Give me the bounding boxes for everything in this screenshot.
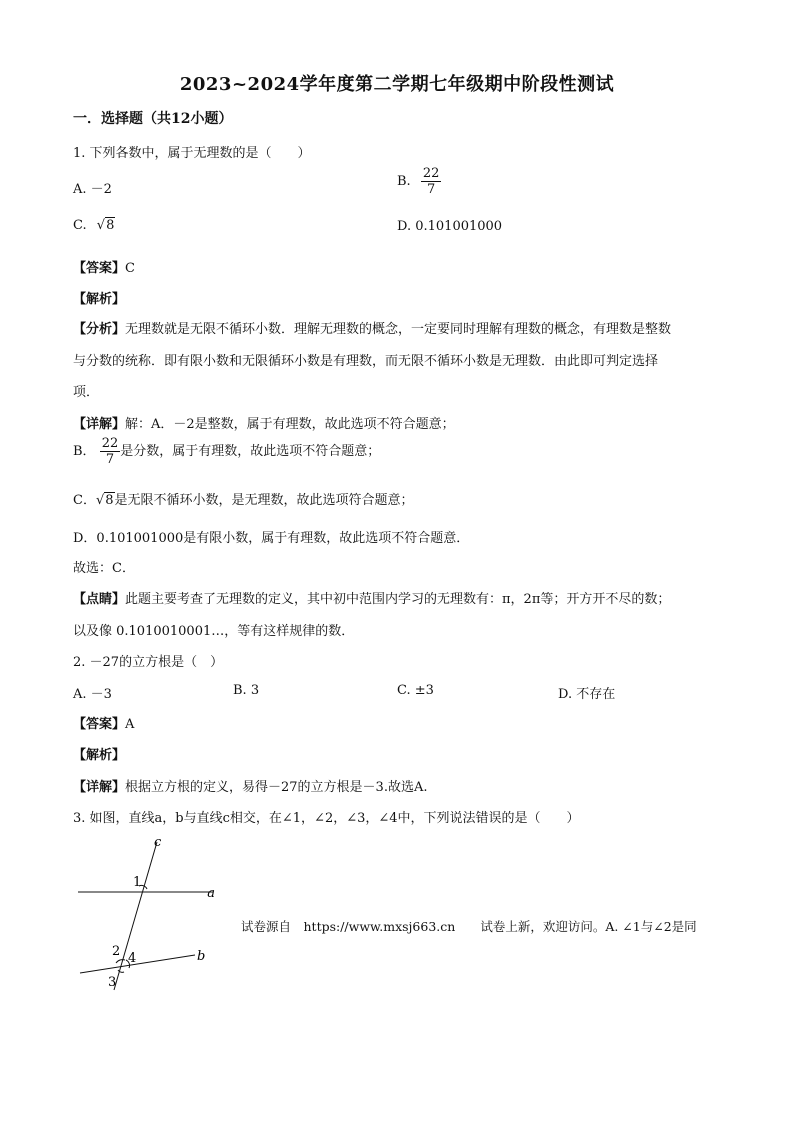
- q2-option-a: A. －3: [73, 687, 112, 702]
- q1-detail-a: [73, 413, 455, 432]
- label-4: 4: [128, 951, 137, 966]
- q1-option-b: [397, 166, 441, 197]
- detail-b-fraction: [100, 436, 121, 467]
- detail-a-text: 解：A．－2是整数，属于有理数，故此选项不符合题意；: [125, 417, 455, 432]
- detail-tag: 【详解】: [73, 417, 126, 432]
- q2-answer: [73, 713, 134, 732]
- analysis-tag: 【解析】: [73, 292, 126, 307]
- detail-tag: 【详解】: [73, 780, 126, 795]
- section-heading: 一．选择题（共12小题）: [73, 111, 233, 127]
- q1-dianjing-line-2: 以及像 0.1010010001…，等有这样规律的数．: [73, 624, 355, 639]
- q1-option-a: A. －2: [73, 182, 112, 197]
- q1-option-c-prefix: C.: [73, 218, 87, 233]
- dianjing-text-1: 此题主要考查了无理数的定义，其中初中范围内学习的无理数有：π，2π等；开方开不尽的数；: [125, 592, 671, 607]
- q1-option-c-sqrt: [97, 218, 116, 233]
- answer-tag: 【答案】: [73, 261, 126, 276]
- label-2: 2: [112, 944, 121, 959]
- label-b: b: [197, 949, 206, 964]
- label-c: c: [154, 835, 162, 850]
- fenxi-tag: 【分析】: [73, 322, 126, 337]
- q2-option-c: C. ±3: [397, 683, 434, 698]
- label-a: a: [207, 886, 215, 901]
- q1-fenxi-line-2: 与分数的统称．即有限小数和无限循环小数是有理数，而无限不循环小数是无理数．由此即可判定选择: [73, 354, 659, 369]
- fenxi-text-1: 无理数就是无限不循环小数．理解无理数的概念，一定要同时理解有理数的概念，有理数是整数: [125, 322, 672, 337]
- q1-detail-b: [73, 436, 380, 467]
- dianjing-tag: 【点睛】: [73, 592, 126, 607]
- detail-c-radicand: 8: [105, 493, 114, 508]
- detail-b-numerator: 22: [101, 436, 119, 451]
- detail-b-text: 是分数，属于有理数，故此选项不符合题意；: [120, 444, 381, 459]
- sqrt-sign-icon: √: [96, 218, 106, 233]
- q1-option-c-radicand: 8: [106, 218, 115, 233]
- q1-fenxi-line-3: 项．: [73, 385, 100, 400]
- answer-value: A: [125, 717, 135, 732]
- q1-option-d: D. 0.101001000: [397, 219, 503, 234]
- q1-option-b-numerator: 22: [422, 166, 440, 181]
- q1-option-b-prefix: B.: [397, 174, 411, 189]
- detail-b-prefix: B．: [73, 444, 96, 459]
- detail-text: 根据立方根的定义，易得－27的立方根是－3.故选A.: [125, 780, 428, 795]
- detail-c-prefix: C．: [73, 493, 96, 508]
- label-3: 3: [108, 975, 117, 990]
- detail-c-sqrt: [96, 493, 115, 508]
- q1-choose: 故选：C．: [73, 561, 135, 576]
- q2-detail: [73, 776, 427, 795]
- answer-value: C: [125, 261, 135, 276]
- q1-option-b-denominator: 7: [426, 182, 436, 197]
- q2-stem: 2. －27的立方根是（ ）: [73, 655, 224, 670]
- q1-detail-d: D．0.101001000是有限小数，属于有理数，故此选项不符合题意．: [73, 531, 470, 546]
- analysis-tag: 【解析】: [73, 748, 126, 763]
- q1-option-b-fraction: [421, 166, 442, 197]
- page-title: 2023~2024学年度第二学期七年级期中阶段性测试: [179, 74, 615, 95]
- q3-overflow-text: 试卷源自 https://www.mxsj663.cn 试卷上新，欢迎访问。A. ∠1与∠2是同: [241, 919, 697, 934]
- q2-option-d: D. 不存在: [558, 687, 616, 702]
- q3-figure: [70, 830, 220, 1000]
- q1-detail-c: [73, 489, 414, 508]
- sqrt-sign-icon: √: [95, 493, 105, 508]
- line-b: [80, 955, 195, 973]
- q1-dianjing-line-1: [73, 588, 670, 607]
- q1-option-c: [73, 218, 115, 233]
- answer-tag: 【答案】: [73, 717, 126, 732]
- line-c: [114, 842, 157, 990]
- angle-2-arc: [116, 960, 125, 963]
- q1-answer: [73, 257, 135, 276]
- q3-stem: 3. 如图，直线a，b与直线c相交，在∠1，∠2，∠3，∠4中，下列说法错误的是（ ）: [73, 811, 580, 826]
- detail-c-text: 是无限不循环小数，是无理数，故此选项符合题意；: [114, 493, 414, 508]
- q2-option-b: B. 3: [233, 683, 260, 698]
- label-1: 1: [133, 875, 142, 890]
- detail-b-denominator: 7: [105, 452, 115, 467]
- q1-fenxi-line-1: [73, 318, 671, 337]
- q1-stem: 1. 下列各数中，属于无理数的是（ ）: [73, 146, 311, 161]
